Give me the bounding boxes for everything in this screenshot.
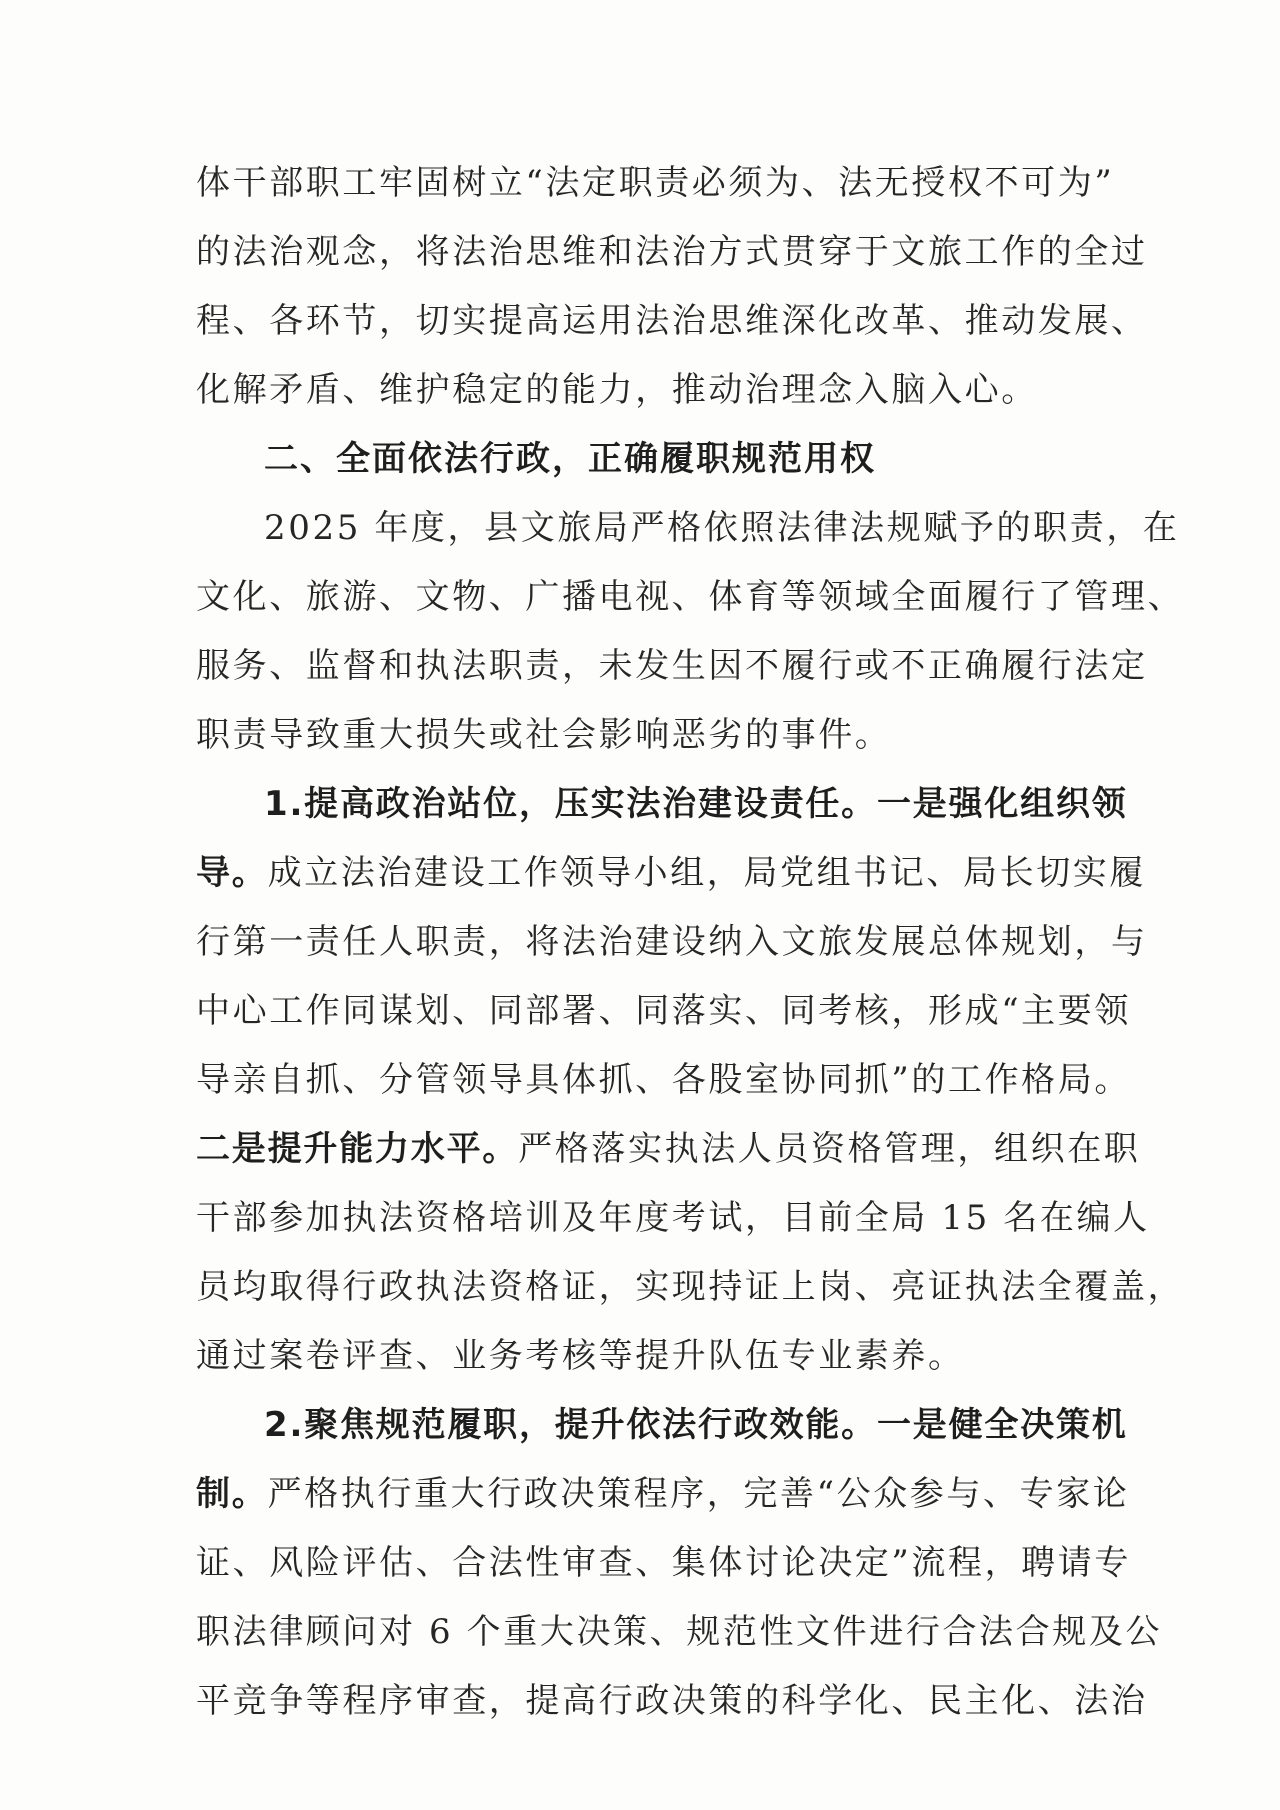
paragraph-line: 证、风险评估、合法性审查、集体讨论决定”流程，聘请专: [196, 1543, 1131, 1583]
paragraph-line: 的法治观念，将法治思维和法治方式贯穿于文旅工作的全过: [196, 232, 1148, 272]
paragraph-line: 行第一责任人职责，将法治建设纳入文旅发展总体规划，与: [196, 922, 1148, 962]
paragraph-line: 职法律顾问对 6 个重大决策、规范性文件进行合法合规及公: [196, 1612, 1163, 1652]
paragraph-line: 体干部职工牢固树立“法定职责必须为、法无授权不可为”: [196, 163, 1115, 203]
paragraph-line: 2025 年度，县文旅局严格依照法律法规赋予的职责，在: [264, 508, 1180, 548]
paragraph-line: 员均取得行政执法资格证，实现持证上岗、亮证执法全覆盖，: [196, 1267, 1185, 1307]
paragraph-line: 导。成立法治建设工作领导小组，局党组书记、局长切实履: [196, 853, 1147, 893]
paragraph-line: 服务、监督和执法职责，未发生因不履行或不正确履行法定: [196, 646, 1148, 686]
section-heading: 二、全面依法行政，正确履职规范用权: [264, 439, 876, 479]
paragraph-line: 制。严格执行重大行政决策程序，完善“公众参与、专家论: [196, 1474, 1130, 1514]
paragraph-line: 文化、旅游、文物、广播电视、体育等领域全面履行了管理、: [196, 577, 1185, 617]
paragraph-line: 化解矛盾、维护稳定的能力，推动治理念入脑入心。: [196, 370, 1038, 410]
paragraph-line: 二是提升能力水平。严格落实执法人员资格管理，组织在职: [196, 1129, 1141, 1169]
paragraph-line: 干部参加执法资格培训及年度考试，目前全局 15 名在编人: [196, 1198, 1150, 1238]
subsection-heading-line: 1.提高政治站位，压实法治建设责任。一是强化组织领: [264, 784, 1128, 824]
paragraph-line: 职责导致重大损失或社会影响恶劣的事件。: [196, 715, 892, 755]
paragraph-line: 中心工作同谋划、同部署、同落实、同考核，形成“主要领: [196, 991, 1131, 1031]
subsection-heading-line: 2.聚焦规范履职，提升依法行政效能。一是健全决策机: [264, 1405, 1128, 1445]
paragraph-line: 通过案卷评查、业务考核等提升队伍专业素养。: [196, 1336, 965, 1376]
paragraph-line: 程、各环节，切实提高运用法治思维深化改革、推动发展、: [196, 301, 1148, 341]
paragraph-line: 导亲自抓、分管领导具体抓、各股室协同抓”的工作格局。: [196, 1060, 1131, 1100]
paragraph-line: 平竞争等程序审查，提高行政决策的科学化、民主化、法治: [196, 1681, 1148, 1721]
